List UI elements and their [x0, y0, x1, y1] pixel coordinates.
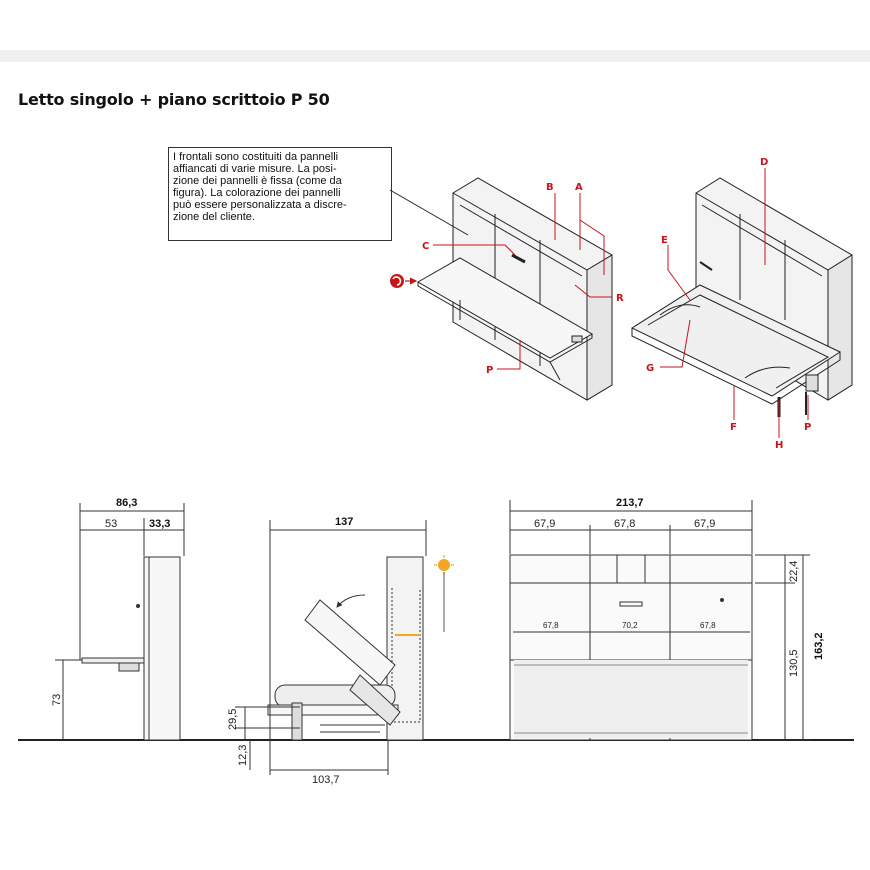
dim-bed-depth: 103,7	[312, 774, 340, 786]
note-line: I frontali sono costituiti da pannelli	[173, 151, 339, 163]
note-line: affiancati di varie misure. La posi-	[173, 163, 337, 175]
iso-view-open	[632, 178, 852, 417]
light-icon	[434, 555, 454, 632]
callout-f: F	[730, 422, 737, 433]
callout-p1: P	[486, 365, 494, 376]
side-view	[55, 503, 184, 740]
dim-inner-1: 67,8	[543, 621, 559, 630]
dim-total-width: 213,7	[616, 497, 644, 509]
dim-total-height: 163,2	[813, 632, 825, 660]
note-line: zione del cliente.	[173, 211, 255, 223]
callout-p2: P	[804, 422, 812, 433]
rotate-icon	[390, 274, 416, 288]
callout-a: A	[575, 182, 583, 193]
dim-inner-3: 67,8	[700, 621, 716, 630]
callout-e: E	[661, 235, 668, 246]
callout-c: C	[422, 241, 430, 252]
note-line: può essere personalizzata a discre-	[173, 199, 347, 211]
callout-r: R	[616, 293, 624, 304]
callout-b: B	[546, 182, 554, 193]
dim-desk-depth: 53	[105, 518, 118, 530]
dim-unit-depth: 33,3	[149, 518, 171, 530]
callout-d: D	[760, 157, 769, 168]
page-title: Letto singolo + piano scrittoio P 50	[18, 90, 330, 109]
dim-section-width: 137	[335, 516, 354, 528]
dim-desk-height: 73	[51, 693, 63, 706]
iso-view-closed	[418, 178, 612, 400]
dim-inner-2: 70,2	[622, 621, 638, 630]
dim-frame-height: 29,5	[227, 708, 239, 730]
callout-g: G	[646, 363, 655, 374]
note-line: zione dei pannelli è fissa (come da	[173, 175, 342, 187]
dim-module-3: 67,9	[694, 518, 716, 530]
callout-h: H	[775, 440, 784, 451]
dim-top-height: 22,4	[788, 560, 800, 582]
dim-total-depth: 86,3	[116, 497, 138, 509]
note-line: figura). La colorazione dei pannelli	[173, 187, 341, 199]
dim-lower-height: 130,5	[788, 649, 800, 677]
dim-foot-height: 12,3	[237, 744, 249, 766]
section-view	[235, 520, 426, 775]
dim-module-2: 67,8	[614, 518, 636, 530]
dim-module-1: 67,9	[534, 518, 556, 530]
front-view	[510, 500, 810, 740]
